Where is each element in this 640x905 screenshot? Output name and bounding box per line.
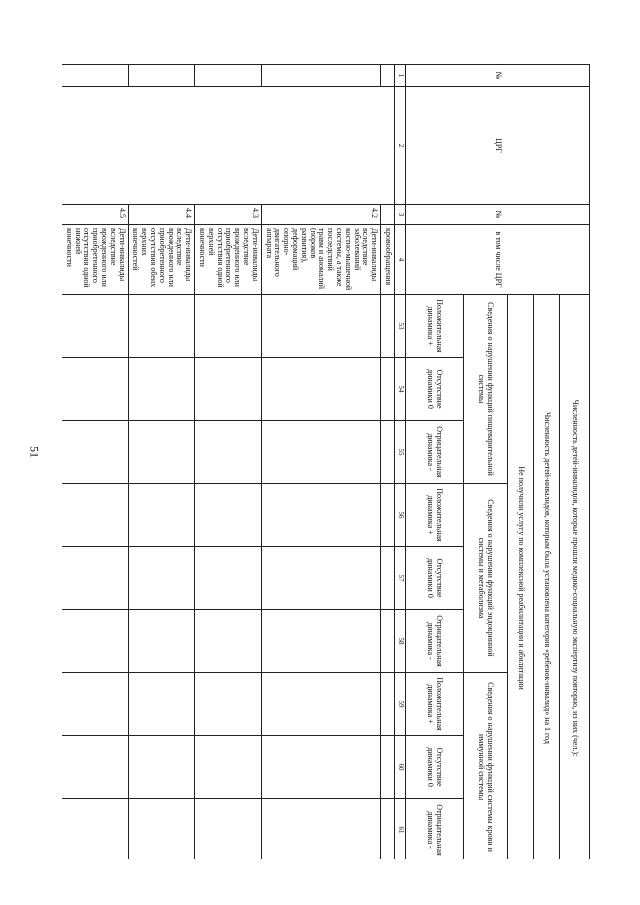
empty-cell [261, 65, 380, 87]
empty-cell [62, 358, 128, 421]
empty-cell [195, 610, 262, 673]
empty-cell [62, 65, 128, 87]
indicator-negative: Отрицательная динамика - [406, 799, 464, 860]
empty-cell [62, 673, 128, 736]
empty-cell [381, 547, 395, 610]
empty-cell [62, 736, 128, 799]
col-crg-header: ЦРГ [406, 87, 590, 205]
col-sub-crg-header: в том числе ЦРГ [406, 225, 590, 295]
empty-cell [128, 358, 195, 421]
col-no-header: № [406, 65, 590, 87]
row-label: Дети-инвалиды вследствие врожденного или приобретенного отсутствия одной верхней конечности [195, 225, 262, 295]
indicator-positive: Положительная динамика + [406, 673, 464, 736]
indicator-positive: Положительная динамика + [406, 295, 464, 358]
empty-cell [261, 421, 380, 484]
empty-cell [195, 736, 262, 799]
row-code: 4.2 [261, 205, 380, 225]
empty-cell [62, 610, 128, 673]
empty-cell [261, 547, 380, 610]
col-sub-no-header: № [406, 205, 590, 225]
indicator-negative: Отрицательная динамика - [406, 421, 464, 484]
header-main: Численность детей-инвалидов, которые прошли медико-социальную экспертизу повторно, из них (чел.): [560, 295, 590, 860]
empty-cell [381, 610, 395, 673]
column-number: 59 [395, 673, 406, 736]
empty-cell [62, 547, 128, 610]
empty-cell [195, 295, 262, 358]
column-number: 61 [395, 799, 406, 860]
empty-cell [195, 484, 262, 547]
indicator-positive: Положительная динамика + [406, 484, 464, 547]
empty-cell [128, 547, 195, 610]
column-number: 55 [395, 421, 406, 484]
empty-cell [195, 65, 262, 87]
row-label: Дети-инвалиды вследствие врожденного или приобретенного отсутствия одной нижней конечности [62, 225, 128, 295]
empty-cell [128, 421, 195, 484]
empty-cell [261, 484, 380, 547]
empty-cell [261, 610, 380, 673]
empty-cell [128, 295, 195, 358]
column-number: 54 [395, 358, 406, 421]
empty-cell [128, 484, 195, 547]
empty-cell [195, 547, 262, 610]
empty-cell [261, 358, 380, 421]
empty-cell [195, 799, 262, 860]
table-row [381, 65, 395, 860]
row-label: Дети-инвалиды вследствие врожденного или приобретенного отсутствия обеих верхних конечностей [128, 225, 195, 295]
indicator-none: Отсутствие динамики 0 [406, 736, 464, 799]
header-row-main [560, 65, 590, 860]
empty-cell [261, 799, 380, 860]
column-number: 3 [395, 205, 406, 225]
indicator-negative: Отрицательная динамика - [406, 610, 464, 673]
empty-cell [62, 484, 128, 547]
empty-cell [381, 65, 395, 87]
empty-cell [128, 610, 195, 673]
empty-cell [128, 799, 195, 860]
row-label: кровообращения [381, 225, 395, 295]
column-number: 57 [395, 547, 406, 610]
empty-cell [195, 358, 262, 421]
column-number: 53 [395, 295, 406, 358]
empty-cell [195, 673, 262, 736]
empty-cell [128, 736, 195, 799]
page-number: 51 [27, 446, 42, 458]
empty-cell [128, 65, 195, 87]
header-group: Не получили услугу по комплексной реабилитации и абилитации [508, 295, 534, 860]
empty-cell [381, 484, 395, 547]
column-number: 4 [395, 225, 406, 295]
empty-cell [381, 358, 395, 421]
row-code: 4.4 [128, 205, 195, 225]
column-number-row [395, 65, 406, 860]
indicator-none: Отсутствие динамики 0 [406, 547, 464, 610]
empty-cell [195, 421, 262, 484]
section-endocrine: Сведения о нарушении функций эндокринной системы и метаболизма [464, 484, 508, 673]
column-number: 1 [395, 65, 406, 87]
empty-cell [62, 295, 128, 358]
column-number: 56 [395, 484, 406, 547]
empty-cell [381, 736, 395, 799]
section-digestive: Сведения о нарушении функций пищеварительной системы [464, 295, 508, 484]
row-code [381, 205, 395, 225]
row-code: 4.3 [195, 205, 262, 225]
empty-cell [381, 295, 395, 358]
empty-cell [128, 673, 195, 736]
row-code: 4.5 [62, 205, 128, 225]
column-number: 58 [395, 610, 406, 673]
indicator-none: Отсутствие динамики 0 [406, 358, 464, 421]
empty-cell [381, 673, 395, 736]
empty-cell [261, 736, 380, 799]
empty-cell [381, 799, 395, 860]
statistics-table [62, 64, 590, 859]
empty-cell [261, 673, 380, 736]
table-viewport [62, 64, 590, 859]
header-sub: Численность детей-инвалидов, которым была установлена категория «ребенок-инвалид» на 1 год [534, 295, 560, 860]
section-blood-immune: Сведения о нарушении функций системы крови и иммунной системы [464, 673, 508, 860]
empty-cell [62, 87, 395, 205]
empty-cell [381, 421, 395, 484]
column-number: 60 [395, 736, 406, 799]
empty-cell [62, 799, 128, 860]
row-label: Дети-инвалиды вследствие заболеваний костно-мышечной системы, а также последствий травм и аномалий (пороков развития), деформаций опорно-двигательного аппарата [261, 225, 380, 295]
column-number: 2 [395, 87, 406, 205]
empty-cell [261, 295, 380, 358]
rotated-page-content [62, 64, 590, 859]
empty-cell [62, 421, 128, 484]
